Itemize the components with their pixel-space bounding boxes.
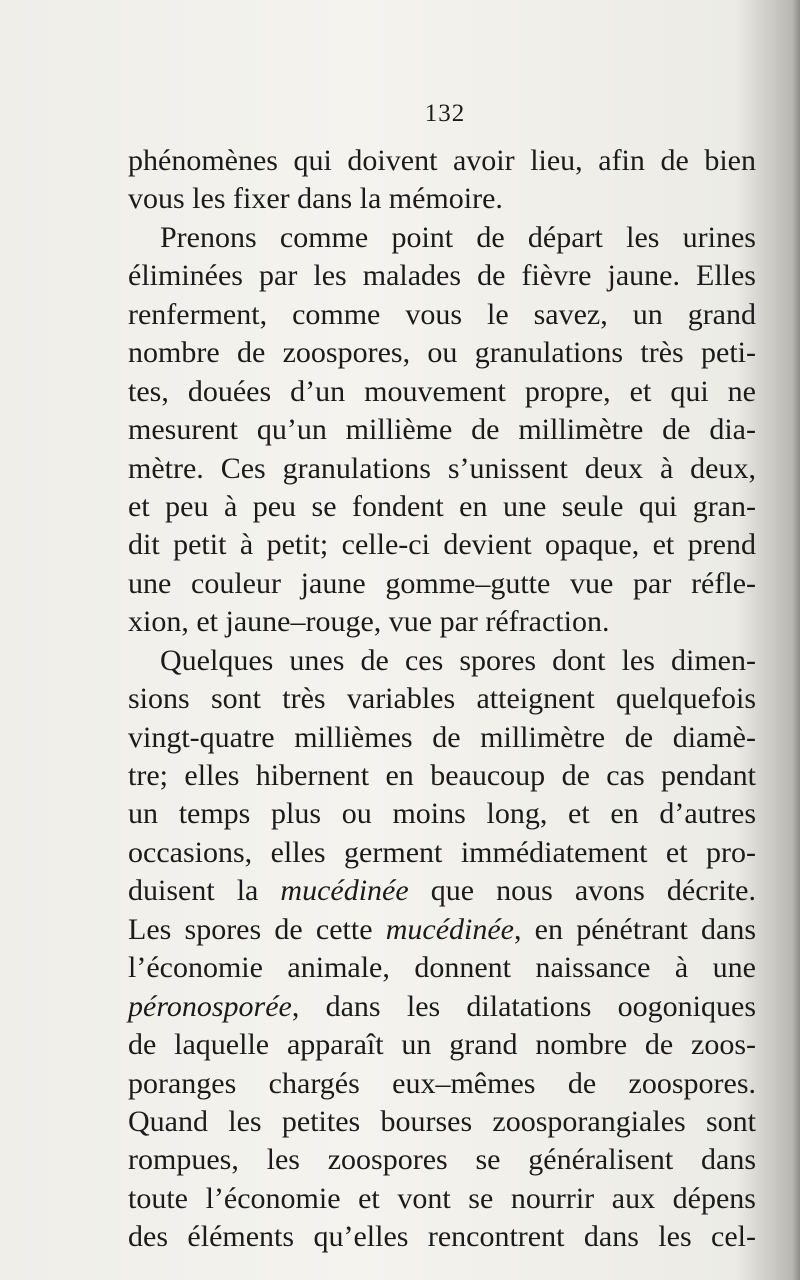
text-line: nombre de zoospores, ou granulations très peti- <box>128 336 756 370</box>
text-line: renferment, comme vous le savez, un grand <box>128 297 756 331</box>
page-number: 132 <box>424 100 466 127</box>
text-line: xion, et jaune–rouge, vue par réfraction. <box>128 605 610 639</box>
text-line: une couleur jaune gomme–gutte vue par réfle- <box>128 566 756 600</box>
text-segment: , dans les dilatations oogoniques <box>291 989 756 1023</box>
text-line: éliminées par les malades de fièvre jaune. Elles <box>128 259 756 293</box>
text-line <box>128 988 756 1026</box>
text-segment: duisent la <box>128 874 281 908</box>
text-line: mesurent qu’un millième de millimètre de dia- <box>128 413 756 447</box>
text-line: occasions, elles germent immédiatement et pro- <box>128 835 756 869</box>
body-text <box>128 142 756 1257</box>
text-line: toute l’économie et vont se nourrir aux dépens <box>128 1181 756 1215</box>
text-segment: que nous avons décrite. <box>408 874 756 908</box>
italic-term: péronosporée <box>128 989 292 1023</box>
text-line: phénomènes qui doivent avoir lieu, afin de bien <box>128 144 756 177</box>
italic-term: mucédinée <box>385 912 514 946</box>
text-line: vingt-quatre millièmes de millimètre de diamè- <box>128 720 756 754</box>
text-line: l’économie animale, donnent naissance à une <box>128 951 756 985</box>
text-line <box>128 911 756 949</box>
text-line: mètre. Ces granulations s’unissent deux à deux, <box>128 451 756 485</box>
italic-term: mucédinée <box>280 874 409 908</box>
text-segment: , en pénétrant dans <box>513 912 756 946</box>
text-line: vous les fixer dans la mémoire. <box>128 182 503 216</box>
text-line: Quand les petites bourses zoosporangiales sont <box>128 1104 756 1138</box>
text-line: tre; elles hibernent en beaucoup de cas pendant <box>128 759 756 792</box>
text-line: dit petit à petit; celle-ci devient opaque, et prend <box>128 528 756 562</box>
text-line: rompues, les zoospores se généralisent dans <box>128 1143 756 1177</box>
text-line: Quelques unes de ces spores dont les dimen- <box>160 643 756 677</box>
text-line: un temps plus ou moins long, et en d’autres <box>128 797 756 831</box>
text-line: poranges chargés eux–mêmes de zoospores. <box>128 1066 756 1100</box>
text-line: des éléments qu’elles rencontrent dans les cel- <box>128 1220 756 1254</box>
text-line: et peu à peu se fondent en une seule qui gran- <box>128 489 756 523</box>
text-line: Prenons comme point de départ les urines <box>160 220 756 254</box>
text-line: de laquelle apparaît un grand nombre de zoos- <box>128 1028 756 1062</box>
text-line: tes, douées d’un mouvement propre, et qui ne <box>128 374 756 408</box>
text-line: sions sont très variables atteignent quelquefois <box>128 682 756 716</box>
text-line <box>128 872 756 910</box>
text-segment: Les spores de cette <box>128 912 386 946</box>
